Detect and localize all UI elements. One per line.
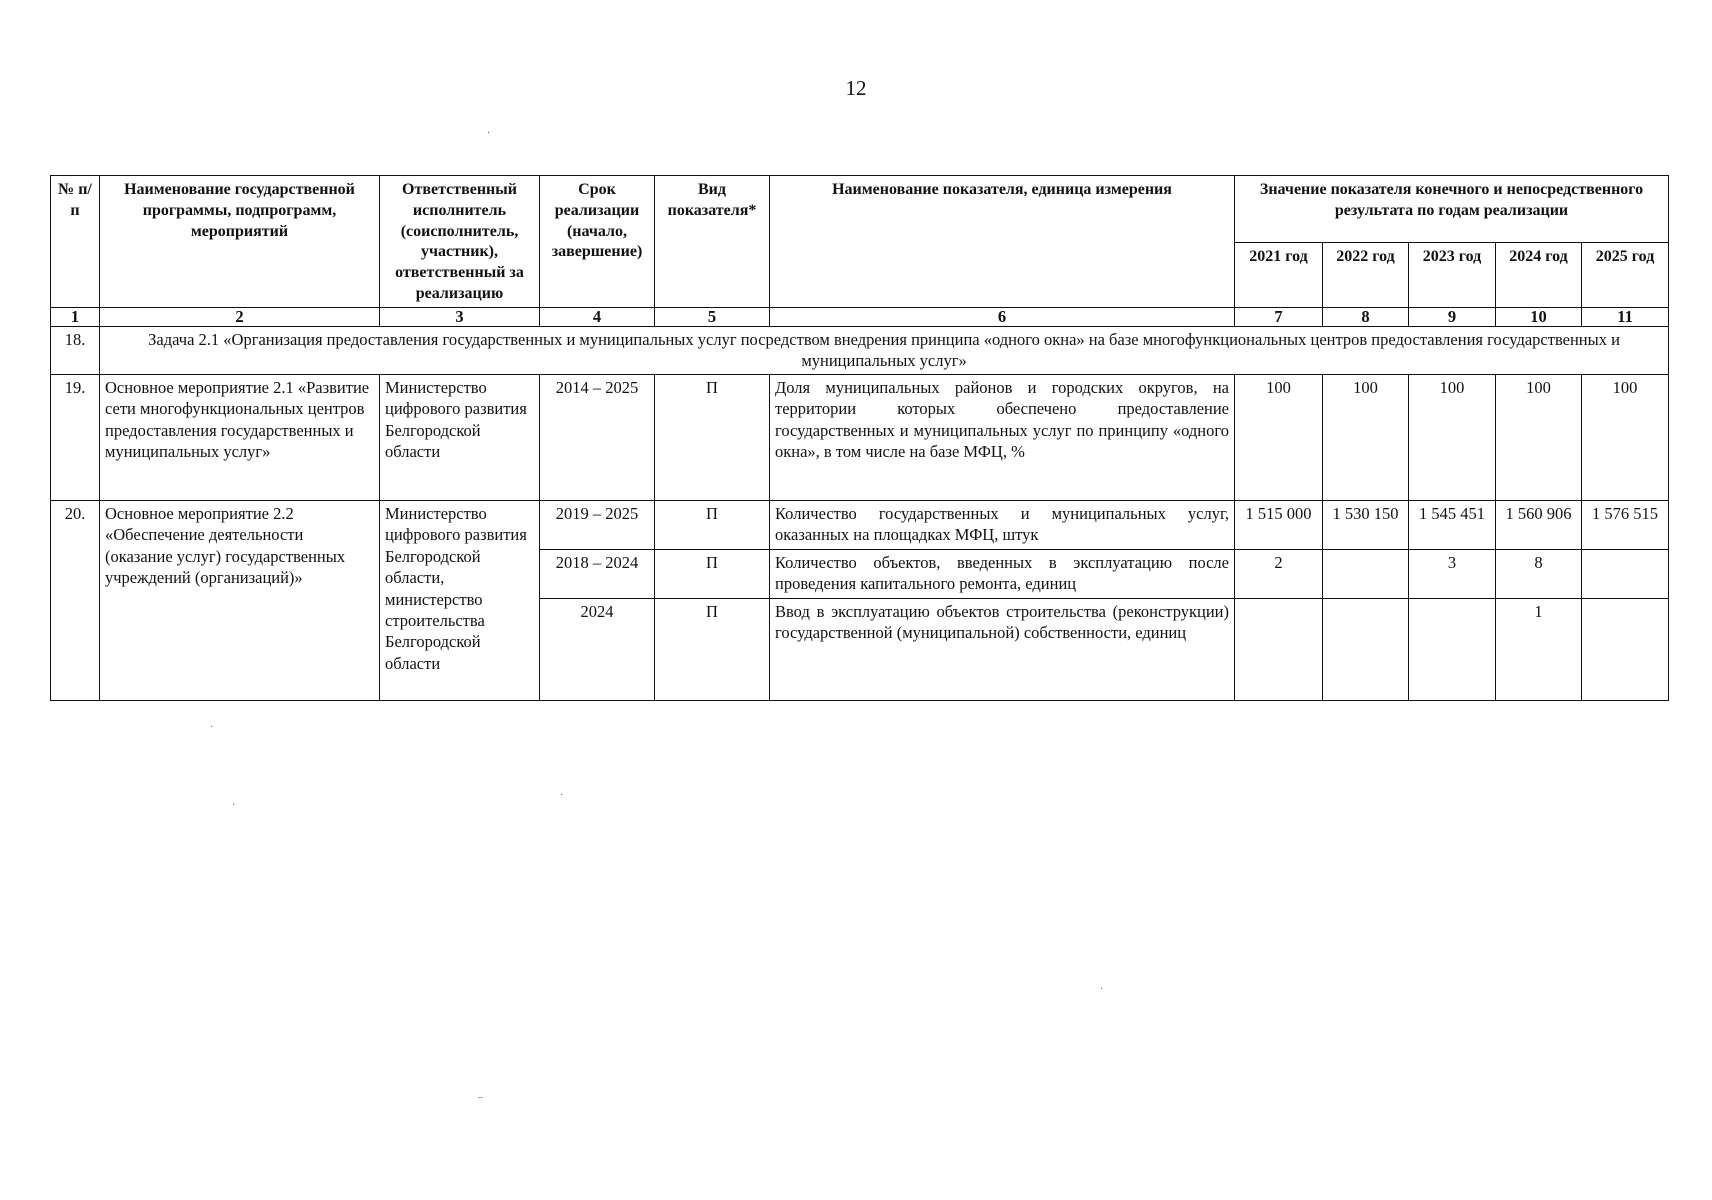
activity-name: Основное мероприятие 2.1 «Развитие сети многофункциональных центров предоставления государственных и муниципальных услуг» (100, 374, 380, 500)
value-2024: 1 560 906 (1496, 500, 1582, 549)
header-year-2023: 2023 год (1409, 243, 1496, 308)
column-number: 8 (1323, 307, 1409, 326)
row-number: 19. (51, 374, 100, 500)
column-number: 1 (51, 307, 100, 326)
value-2024: 8 (1496, 549, 1582, 598)
value-2021 (1235, 598, 1323, 700)
row-number: 20. (51, 500, 100, 700)
value-2024: 1 (1496, 598, 1582, 700)
value-2021: 100 (1235, 374, 1323, 500)
column-number: 11 (1582, 307, 1669, 326)
table-row (51, 374, 1669, 500)
header-year-2022: 2022 год (1323, 243, 1409, 308)
scan-speck: · (560, 790, 564, 801)
value-2021: 1 515 000 (1235, 500, 1323, 549)
value-2023: 3 (1409, 549, 1496, 598)
activity-name: Основное мероприятие 2.2 «Обеспечение деятельности (оказание услуг) государственных учреждений (организаций)» (100, 500, 380, 700)
period: 2019 – 2025 (540, 500, 655, 549)
program-table (50, 175, 1669, 701)
column-number: 5 (655, 307, 770, 326)
scan-speck: · (232, 800, 236, 811)
column-number: 3 (380, 307, 540, 326)
indicator-type: П (655, 598, 770, 700)
task-row (51, 326, 1669, 374)
scan-speck: · (487, 128, 491, 139)
header-responsible: Ответственный исполнитель (соисполнитель, участник), ответственный за реализацию (380, 176, 540, 308)
header-values-group: Значение показателя конечного и непосредственного результата по годам реализации (1235, 176, 1669, 243)
row-number: 18. (51, 326, 100, 374)
indicator-name: Доля муниципальных районов и городских округов, на территории которых обеспечено предоставление государственных и муниципальных услуг по принципу «одного окна», в том числе на базе МФЦ, % (770, 374, 1235, 500)
value-2023: 1 545 451 (1409, 500, 1496, 549)
indicator-type: П (655, 374, 770, 500)
header-row (51, 176, 1669, 243)
value-2023 (1409, 598, 1496, 700)
column-number: 9 (1409, 307, 1496, 326)
value-2023: 100 (1409, 374, 1496, 500)
header-name: Наименование государственной программы, подпрограмм, мероприятий (100, 176, 380, 308)
indicator-name: Количество объектов, введенных в эксплуатацию после проведения капитального ремонта, единиц (770, 549, 1235, 598)
value-2025 (1582, 549, 1669, 598)
column-number: 10 (1496, 307, 1582, 326)
indicator-name: Количество государственных и муниципальных услуг, оказанных на площадках МФЦ, штук (770, 500, 1235, 549)
value-2022 (1323, 549, 1409, 598)
responsible-executor: Министерство цифрового развития Белгородской области (380, 374, 540, 500)
header-year-2021: 2021 год (1235, 243, 1323, 308)
page-number: 12 (845, 76, 867, 100)
value-2022 (1323, 598, 1409, 700)
table-row (51, 500, 1669, 549)
column-number: 4 (540, 307, 655, 326)
column-numbers-row (51, 307, 1669, 326)
column-number: 7 (1235, 307, 1323, 326)
header-num: № п/п (51, 176, 100, 308)
indicator-type: П (655, 500, 770, 549)
task-text: Задача 2.1 «Организация предоставления государственных и муниципальных услуг посредством внедрения принципа «одного окна» на базе многофункциональных центров предоставления государственных и муниципальных услуг» (100, 326, 1669, 374)
scan-speck: · (210, 722, 214, 733)
value-2025 (1582, 598, 1669, 700)
scan-speck: · (1100, 984, 1104, 995)
indicator-type: П (655, 549, 770, 598)
indicator-name: Ввод в эксплуатацию объектов строительства (реконструкции) государственной (муниципальной) собственности, единиц (770, 598, 1235, 700)
responsible-executor: Министерство цифрового развития Белгородской области, министерство строительства Белгородской области (380, 500, 540, 700)
value-2024: 100 (1496, 374, 1582, 500)
period: 2024 (540, 598, 655, 700)
header-indicator-name: Наименование показателя, единица измерения (770, 176, 1235, 308)
value-2025: 1 576 515 (1582, 500, 1669, 549)
value-2025: 100 (1582, 374, 1669, 500)
scan-speck: – (478, 1092, 483, 1103)
header-year-2024: 2024 год (1496, 243, 1582, 308)
header-indicator-type: Вид показателя* (655, 176, 770, 308)
column-number: 6 (770, 307, 1235, 326)
column-number: 2 (100, 307, 380, 326)
period: 2014 – 2025 (540, 374, 655, 500)
period: 2018 – 2024 (540, 549, 655, 598)
header-year-2025: 2025 год (1582, 243, 1669, 308)
value-2021: 2 (1235, 549, 1323, 598)
header-period: Срок реализации (начало, завершение) (540, 176, 655, 308)
value-2022: 100 (1323, 374, 1409, 500)
value-2022: 1 530 150 (1323, 500, 1409, 549)
